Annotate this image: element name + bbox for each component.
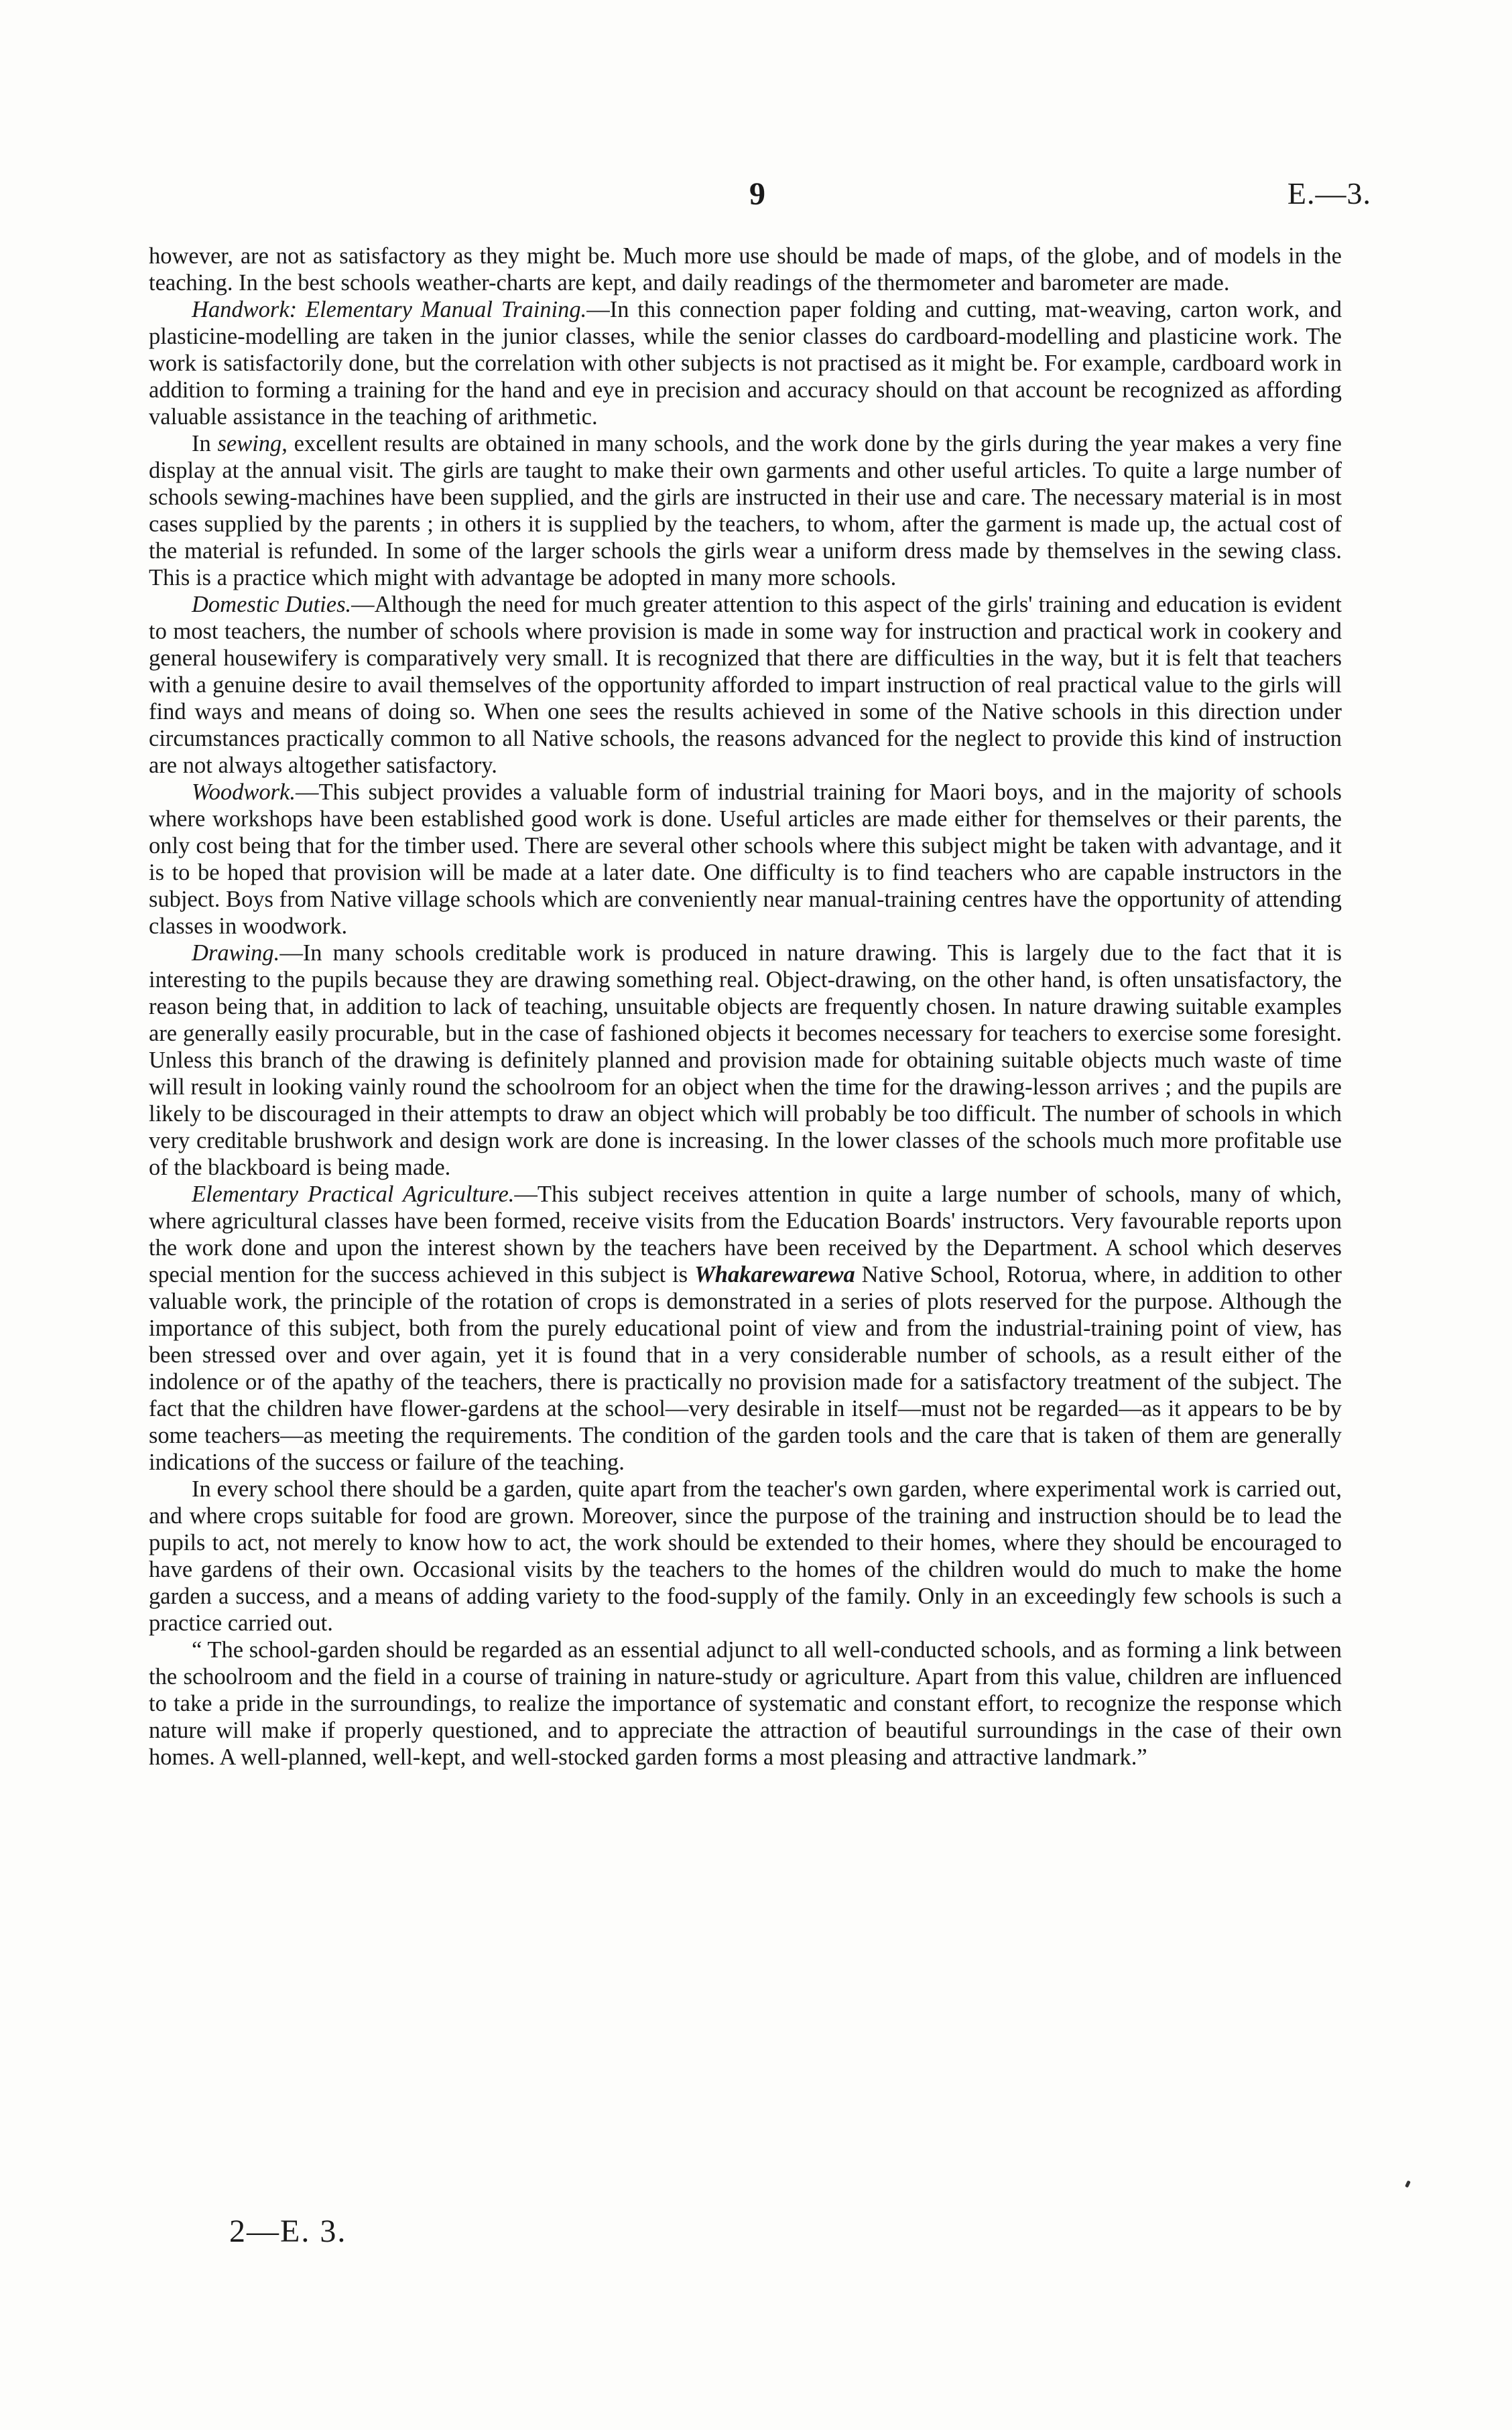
body-text — [149, 243, 1342, 1771]
heading-domestic-duties: Domestic Duties. — [192, 592, 352, 617]
paragraph-sewing: In sewing, excellent results are obtained in many schools, and the work done by the girls during the year makes a very fine display at the annual visit. The girls are taught to make their own garments and other useful articles. To quite a large number of schools sewing-machines have been supplied, and the girls are instructed in their use and care. The necessary material is in most cases supplied by the parents ; in others it is supplied by the teachers, to whom, after the garment is made up, the actual cost of the material is refunded. In some of the larger schools the girls wear a uniform dress made by themselves in the sewing class. This is a practice which might with advantage be adopted in many more schools. — [149, 431, 1342, 590]
paragraph-school-garden: In every school there should be a garden, quite apart from the teacher's own garden, where experimental work is carried out, and where crops suitable for food are grown. Moreover, since the purpose of the training and instruction should be to lead the pupils to act, not merely to know how to act, the work should be extended to their homes, where they should be encouraged to have gardens of their own. Occasional visits by the teachers to the homes of the children would do much to make the home garden a success, and a means of adding variety to the food-supply of the family. Only in an exceedingly few schools is such a practice carried out. — [149, 1476, 1342, 1636]
paragraph-woodwork: Woodwork.—This subject provides a valuable form of industrial training for Maori boys, and in the majority of schools where workshops have been established good work is done. Useful articles are made either for themselves or their parents, the only cost being that for the timber used. There are several other schools where this subject might be taken with advantage, and it is to be hoped that provision will be made at a later date. One difficulty is to find teachers who are capable instructors in the subject. Boys from Native village schools which are conveniently near manual-training centres have the opportunity of attending classes in woodwork. — [149, 779, 1342, 939]
heading-sewing: sewing, — [217, 431, 288, 456]
school-name-whakarewarewa: Whakarewarewa — [694, 1262, 855, 1287]
heading-woodwork: Woodwork. — [192, 779, 296, 805]
paragraph-agriculture: Elementary Practical Agriculture.—This subject receives attention in quite a large number of schools, many of which, where agricultural classes have been formed, receive visits from the Education Boards' instructors. Very favourable reports upon the work done and upon the interest shown by the teachers have been received by the Department. A school which deserves special mention for the success achieved in this subject is Whakarewarewa Native School, Rotorua, where, in addition to other valuable work, the principle of the rotation of crops is demonstrated in a series of plots reserved for the purpose. Although the importance of this subject, both from the purely educational point of view and from the industrial-training point of view, has been stressed over and over again, yet it is found that in a very considerable number of schools, as a result either of the indolence or of the apathy of the teachers, there is practically no provision made for a satisfactory treatment of the subject. The fact that the children have flower-gardens at the school—very desirable in itself—must not be regarded—as it appears to be by some teachers—as meeting the requirements. The condition of the garden tools and the care that is taken of them are generally indications of the success or failure of the teaching. — [149, 1181, 1342, 1475]
document-reference: E.—3. — [1287, 176, 1371, 210]
heading-drawing: Drawing. — [192, 940, 280, 966]
sheet-reference: 2—E. 3. — [229, 2214, 347, 2249]
page-number: 9 — [749, 176, 765, 212]
paragraph-handwork: Handwork: Elementary Manual Training.—In this connection paper folding and cutting, mat-weaving, carton work, and plasticine-modelling are taken in the junior classes, while the senior classes do cardboard-modelling and plasticine work. The work is satisfactorily done, but the correlation with other subjects is not practised as it might be. For example, cardboard work in addition to forming a training for the hand and eye in precision and accuracy should on that account be recognized as affording valuable assistance in the teaching of arithmetic. — [149, 297, 1342, 430]
paragraph-geography-continued: however, are not as satisfactory as they might be. Much more use should be made of maps, of the globe, and of models in the teaching. In the best schools weather-charts are kept, and daily readings of the thermometer and barometer are made. — [149, 243, 1342, 296]
paragraph-drawing: Drawing.—In many schools creditable work is produced in nature drawing. This is largely due to the fact that it is interesting to the pupils because they are drawing something real. Object-drawing, on the other hand, is often unsatisfactory, the reason being that, in addition to lack of teaching, unsuitable objects are frequently chosen. In nature drawing suitable examples are generally easily procurable, but in the case of fashioned objects it becomes necessary for teachers to exercise some foresight. Unless this branch of the drawing is definitely planned and provision made for obtaining suitable objects much waste of time will result in looking vainly round the schoolroom for an object when the time for the drawing-lesson arrives ; and the pupils are likely to be discouraged in their attempts to draw an object which will probably be too difficult. The number of schools in which very creditable brushwork and design work are done is increasing. In the lower classes of the schools much more profitable use of the blackboard is being made. — [149, 940, 1342, 1180]
heading-handwork: Handwork: Elementary Manual Training. — [192, 297, 587, 322]
print-speck — [1405, 2180, 1411, 2187]
heading-agriculture: Elementary Practical Agriculture. — [192, 1181, 515, 1207]
paragraph-domestic-duties: Domestic Duties.—Although the need for much greater attention to this aspect of the girls' training and education is evident to most teachers, the number of schools where provision is made in some way for instruction and practical work in cookery and general housewifery is comparatively very small. It is recognized that there are difficulties in the way, but it is felt that teachers with a genuine desire to avail themselves of the opportunity afforded to impart instruction of real practical value to the girls will find ways and means of doing so. When one sees the results achieved in some of the Native schools in this direction under circumstances practically common to all Native schools, the reasons advanced for the neglect to provide this kind of instruction are not always altogether satisfactory. — [149, 592, 1342, 778]
paragraph-quotation: “ The school-garden should be regarded as an essential adjunct to all well-conducted schools, and as forming a link between the schoolroom and the field in a course of training in nature-study or agriculture. Apart from this value, children are influenced to take a pride in the surroundings, to realize the importance of systematic and constant effort, to recognize the response which nature will make if properly questioned, and to appreciate the attraction of beautiful surroundings in the case of their own homes. A well-planned, well-kept, and well-stocked garden forms a most pleasing and attractive landmark.” — [149, 1637, 1342, 1770]
